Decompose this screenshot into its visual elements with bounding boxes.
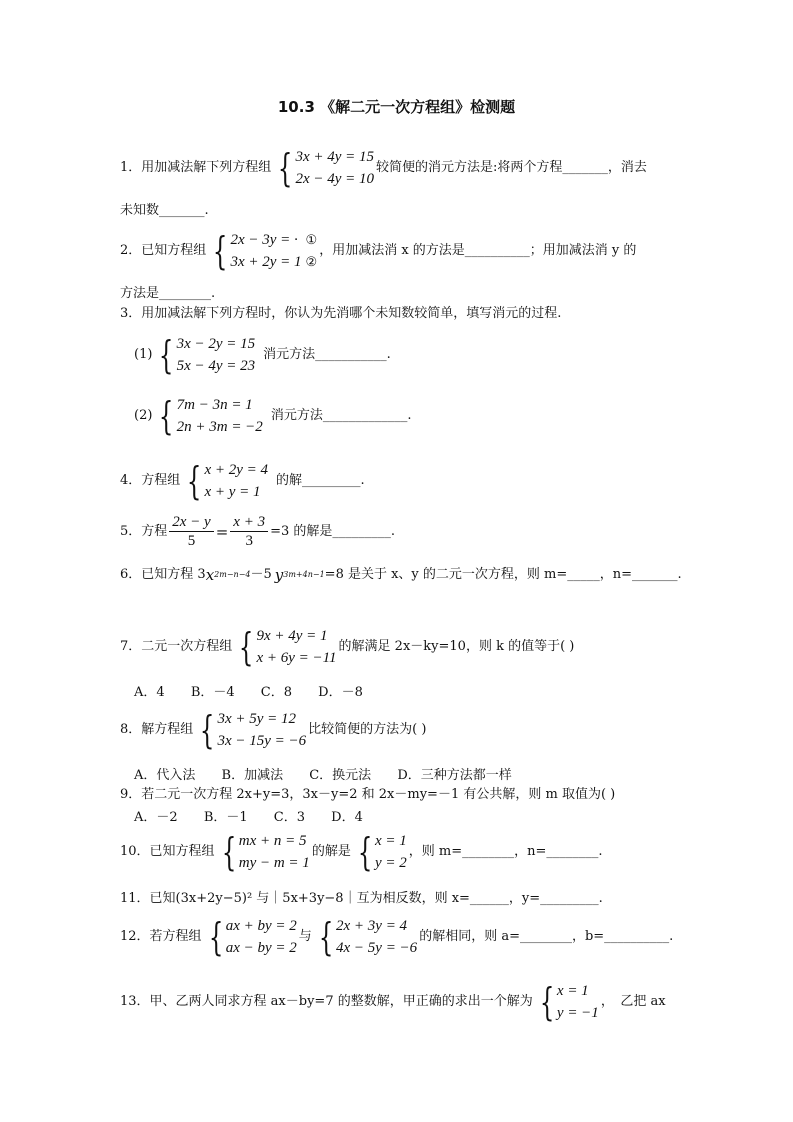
question-1: [120, 146, 647, 190]
question-7: [120, 625, 574, 669]
q3-s2-brace: {: [159, 394, 174, 438]
q3-s2-suffix: 消元方法_____________.: [270, 408, 412, 423]
q13-suffix: ， 乙把 ax: [600, 994, 666, 1009]
q12-eq1: ax + by = 2: [225, 918, 297, 934]
q7-option-d: D．－8: [318, 685, 363, 700]
question-5: [120, 513, 395, 550]
q9-option-b: B．－1: [203, 810, 248, 825]
q3-s1-label: (1): [134, 347, 153, 362]
q2-brace: {: [213, 229, 228, 273]
q10-solution-brace: {: [357, 830, 373, 874]
q8-prefix: 8．解方程组: [120, 722, 194, 737]
question-2: [120, 229, 636, 273]
q5-fraction-2: [230, 513, 268, 550]
q7-option-a: A．4: [134, 685, 165, 700]
q9-options: [134, 806, 385, 825]
q8-suffix: 比较简便的方法为( ): [308, 722, 427, 737]
q7-system: [234, 625, 336, 669]
q7-options: [134, 681, 385, 700]
q5-den2: 3: [245, 533, 253, 549]
q12-system-1: [204, 915, 297, 959]
q3-s2-label: (2): [134, 408, 153, 423]
q5-den1: 5: [187, 533, 196, 549]
q3-s2-eq1: 7m − 3n = 1: [176, 397, 253, 413]
question-12: [120, 915, 673, 959]
q12-brace-1: {: [208, 915, 223, 959]
q8-eq1: 3x + 5y = 12: [217, 711, 297, 727]
q6-suffix: =8 是关于 x、y 的二元一次方程，则 m=_____，n=_______.: [324, 567, 682, 582]
q4-eq2: x + y = 1: [204, 484, 261, 500]
q1-prefix: 1．用加减法解下列方程组: [120, 160, 272, 175]
q3-s2-system: [154, 394, 262, 438]
q1-system: [273, 146, 374, 190]
q12-mid: 与: [298, 929, 312, 944]
q3-s1-system: [154, 333, 255, 377]
q10-eq1: mx + n = 5: [238, 833, 307, 849]
q10-mid: 的解是: [311, 844, 351, 859]
q2-eq1: 2x − 3y = ·: [230, 232, 298, 248]
q6-y: y: [274, 566, 284, 584]
q6-exp1: 2m−n−4: [214, 570, 251, 579]
q3-s1-suffix: 消元方法___________.: [263, 347, 391, 362]
q10-system: [217, 830, 310, 874]
q8-option-d: D．三种方法都一样: [397, 768, 512, 783]
q3-s1-eq1: 3x − 2y = 15: [176, 336, 256, 352]
q1-eq1: 3x + 4y = 15: [295, 149, 375, 165]
q3-s1-eq2: 5x − 4y = 23: [176, 358, 256, 374]
q4-prefix: 4．方程组: [120, 473, 181, 488]
q8-option-b: B．加减法: [221, 768, 284, 783]
q1-suffix: 较简便的消元方法是:将两个方程_______，消去: [376, 160, 647, 175]
q1-continuation: 未知数_______.: [120, 203, 209, 218]
question-13: [120, 980, 666, 1024]
q6-x: x: [205, 566, 215, 584]
q7-eq1: 9x + 4y = 1: [256, 628, 328, 644]
q12-prefix: 12．若方程组: [120, 929, 202, 944]
q7-option-c: C．8: [260, 685, 292, 700]
q4-system: [182, 459, 268, 503]
q10-sol2: y = 2: [375, 855, 407, 871]
q10-brace: {: [221, 830, 236, 874]
q9-option-c: C．3: [273, 810, 305, 825]
q6-exp2: 3m+4n−1: [283, 570, 325, 579]
q13-solution: [535, 980, 599, 1024]
q7-eq2: x + 6y = −11: [256, 650, 337, 666]
q2-suffix: ，用加减法消 x 的方法是__________；用加减法消 y 的: [319, 243, 637, 258]
q12-eq3: 2x + 3y = 4: [336, 918, 408, 934]
q2-system: [208, 229, 317, 273]
q10-eq2: my − m = 1: [238, 855, 310, 871]
q9-option-a: A．－2: [134, 810, 178, 825]
q2-continuation: 方法是________.: [120, 286, 216, 301]
q8-option-a: A．代入法: [134, 768, 196, 783]
q2-prefix: 2．已知方程组: [120, 243, 207, 258]
q8-system: [195, 708, 306, 752]
q7-option-b: B．－4: [190, 685, 235, 700]
page-title: 10.3 《解二元一次方程组》检测题: [277, 98, 516, 116]
q7-suffix: 的解满足 2x－ky=10，则 k 的值等于( ): [338, 639, 575, 654]
q6-prefix: 6．已知方程 3: [120, 567, 206, 582]
q8-option-c: C．换元法: [309, 768, 372, 783]
q6-mid: －5: [250, 567, 272, 582]
q1-eq2: 2x − 4y = 10: [295, 171, 375, 187]
q2-mark2: ②: [305, 254, 318, 269]
q4-eq1: x + 2y = 4: [204, 462, 269, 478]
q12-system-2: [314, 915, 417, 959]
q12-eq2: ax − by = 2: [225, 940, 297, 956]
q13-prefix: 13．甲、乙两人同求方程 ax－by=7 的整数解，甲正确的求出一个解为: [120, 994, 533, 1009]
question-6: [120, 566, 682, 584]
q5-num2: x + 3: [230, 513, 268, 532]
q10-prefix: 10．已知方程组: [120, 844, 215, 859]
q3-s2-eq2: 2n + 3m = −2: [176, 419, 263, 435]
question-8: [120, 708, 426, 752]
q10-suffix: ，则 m=________，n=________.: [408, 844, 603, 859]
q1-brace: {: [278, 146, 293, 190]
q9-option-d: D．4: [331, 810, 363, 825]
q13-brace: {: [539, 980, 555, 1024]
question-3: 3．用加减法解下列方程时，你认为先消哪个未知数较简单，填写消元的过程.: [120, 306, 562, 321]
q5-prefix: 5．方程: [120, 523, 168, 539]
q8-options: [134, 764, 534, 783]
q12-suffix: 的解相同，则 a=________，b=__________.: [419, 929, 674, 944]
q12-brace-2: {: [318, 915, 334, 959]
q5-suffix: =3 的解是_________.: [270, 523, 396, 539]
q8-brace: {: [200, 708, 215, 752]
q4-brace: {: [187, 459, 202, 503]
q3-sub-2: [134, 394, 411, 438]
q5-num1: 2x − y: [169, 513, 213, 532]
q10-solution: [353, 830, 407, 874]
q13-sol2: y = −1: [556, 1005, 599, 1021]
q7-brace: {: [239, 625, 254, 669]
q8-eq2: 3x − 15y = −6: [217, 733, 307, 749]
q12-eq4: 4x − 5y = −6: [336, 940, 418, 956]
question-9: 9．若二元一次方程 2x+y=3，3x－y=2 和 2x－my=－1 有公共解，则 m 取值为( ): [120, 787, 616, 802]
q5-equals: =: [215, 522, 229, 541]
q3-s1-brace: {: [159, 333, 174, 377]
q3-sub-1: [134, 333, 391, 377]
q5-fraction-1: [169, 513, 213, 550]
q2-mark1: ①: [305, 232, 318, 247]
question-4: [120, 459, 365, 503]
q13-sol1: x = 1: [556, 983, 589, 999]
q2-eq2: 3x + 2y = 1: [230, 254, 302, 270]
q7-prefix: 7．二元一次方程组: [120, 639, 233, 654]
question-10: [120, 830, 603, 874]
q10-sol1: x = 1: [375, 833, 407, 849]
q4-suffix: 的解_________.: [276, 473, 365, 488]
question-11: 11．已知(3x+2y−5)² 与｜5x+3y−8｜互为相反数，则 x=______，y=_________.: [120, 891, 603, 906]
